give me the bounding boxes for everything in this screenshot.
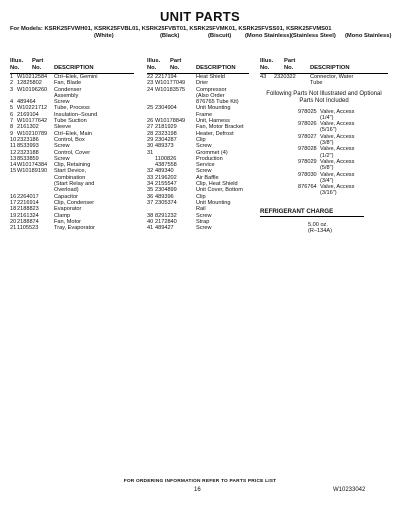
illus-number: 29: [147, 136, 154, 143]
header-part: Part: [284, 58, 296, 64]
illus-number: 26: [147, 118, 154, 125]
part-description: Unit, Harness: [196, 118, 230, 125]
part-number: 2304904: [155, 105, 177, 112]
part-description: Valve, Access: [320, 121, 355, 128]
parts-row: [260, 80, 388, 86]
part-description: Evaporator: [54, 206, 82, 213]
illus-number: 8: [10, 124, 14, 131]
part-number: 2169104: [17, 111, 39, 118]
part-description: Connector, Water: [310, 74, 354, 80]
header-part: Part: [32, 58, 44, 64]
part-number: 489427: [155, 225, 174, 232]
part-number: 978029: [298, 158, 317, 165]
variant-label: (Black): [160, 33, 180, 39]
header-illus: Illus.: [10, 58, 24, 64]
illus-number: 35: [147, 187, 154, 194]
part-description: Unit Mounting: [196, 199, 231, 206]
part-number: 1105523: [17, 225, 39, 232]
part-description: Clip, Condenser: [54, 199, 95, 206]
parts-column-1: [10, 58, 134, 231]
part-description: Tray, Evaporator: [54, 225, 96, 232]
part-description: Valve, Access: [320, 171, 355, 178]
part-description: Valve, Access: [320, 133, 355, 140]
part-number: W10210789: [17, 130, 48, 137]
part-description: Clip: [196, 136, 206, 143]
illus-number: 9: [10, 130, 14, 137]
parts-row: [10, 225, 134, 231]
header-illus: Illus.: [260, 58, 274, 64]
part-number: 978027: [298, 133, 317, 140]
illus-number: 38: [147, 212, 154, 219]
part-number: 2161302: [17, 124, 39, 131]
part-description: (3/16"): [320, 190, 337, 197]
part-number: 12825802: [17, 80, 42, 87]
illus-number: 18: [10, 206, 17, 213]
part-number: 2161324: [17, 212, 39, 219]
part-number: 2216914: [17, 199, 39, 206]
illus-number: 16: [10, 193, 17, 200]
parts-column-3: [260, 58, 388, 235]
part-description: Clip, Heat Shield: [196, 181, 238, 188]
part-number: 978028: [298, 146, 317, 153]
part-description: Heat Shield: [196, 74, 225, 80]
optional-parts-list: [260, 109, 388, 197]
part-description: Ctrl–Elek, Gemini: [54, 74, 98, 80]
part-description: Compressor: [196, 86, 227, 93]
part-description: Tube: [310, 80, 323, 87]
part-description: (5/16"): [320, 127, 337, 134]
parts-column-2: [147, 58, 249, 231]
part-number: 489396: [155, 193, 174, 200]
part-description: Unit Cover, Bottom: [196, 187, 243, 194]
illus-number: 14: [10, 162, 17, 169]
part-description: Grommet (4): [196, 149, 228, 156]
part-number: 2305374: [155, 199, 177, 206]
header-description: DESCRIPTION: [196, 65, 236, 71]
part-number: 4387558: [155, 162, 177, 169]
illus-number: 27: [147, 124, 154, 131]
header-illus: Illus.: [147, 58, 161, 64]
illus-number: 43: [260, 74, 267, 80]
part-description: Service: [196, 162, 215, 169]
part-number: 2323198: [155, 130, 177, 137]
illus-number: 22: [147, 74, 154, 80]
part-description: Screw: [196, 143, 212, 150]
part-number: 978030: [298, 171, 317, 178]
part-description: Fan, Motor: [54, 218, 82, 225]
part-description: Assembly: [54, 92, 79, 99]
part-number: W10183575: [155, 86, 186, 93]
part-description: (Also Order: [196, 92, 225, 99]
part-description: (3/4"): [320, 177, 334, 184]
illus-number: 34: [147, 181, 154, 188]
part-number: W10178849: [155, 118, 186, 125]
part-number: 489464: [17, 99, 36, 106]
illus-number: 3: [10, 86, 14, 93]
part-description: Sleeve: [54, 124, 72, 131]
part-description: Valve, Access: [320, 108, 355, 115]
illus-number: 1: [10, 74, 14, 80]
illus-number: 41: [147, 225, 154, 232]
refrigerant-type: (R–134A): [308, 228, 332, 235]
part-description: Screw: [54, 143, 70, 150]
part-number: 2304899: [155, 187, 177, 194]
part-number: W10221712: [17, 105, 48, 112]
document-number: W10233042: [333, 487, 366, 493]
header-part-no: No.: [284, 65, 294, 71]
part-description: Screw: [196, 212, 212, 219]
header-part-no: No.: [32, 65, 42, 71]
part-description: Overload): [54, 187, 79, 194]
part-number: 489340: [155, 168, 174, 175]
part-description: Combination: [54, 174, 86, 181]
illus-number: 24: [147, 86, 154, 93]
part-description: (5/8"): [320, 165, 334, 172]
illus-number: 32: [147, 168, 154, 175]
part-number: W10174384: [17, 162, 48, 169]
part-description: Tube, Process: [54, 105, 90, 112]
part-description: Insulation–Sound: [54, 111, 98, 118]
part-number: 2188874: [17, 218, 39, 225]
part-description: Ctrl–Elek, Main: [54, 130, 92, 137]
illus-number: 2: [10, 80, 14, 87]
part-description: Strap: [196, 218, 210, 225]
part-description: Clip: [196, 193, 206, 200]
part-description: Control, Box: [54, 136, 85, 143]
parts-list: [147, 74, 249, 231]
illus-number: 4: [10, 99, 14, 106]
part-description: Start Device,: [54, 168, 87, 175]
part-number: 8533993: [17, 143, 39, 150]
part-description: Production: [196, 155, 223, 162]
parts-row: [260, 190, 388, 196]
header-description: DESCRIPTION: [310, 65, 350, 71]
parts-list: [10, 74, 134, 231]
column-header: [260, 58, 388, 74]
variant-label: (Stainless Steel): [291, 33, 336, 39]
part-number: W10177642: [17, 118, 48, 125]
part-description: Fan, Motor Bracket: [196, 124, 244, 131]
header-description: DESCRIPTION: [54, 65, 94, 71]
part-number: 489373: [155, 143, 174, 150]
part-description: Clip, Retaining: [54, 162, 91, 169]
part-description: Clamp: [54, 212, 71, 219]
illus-number: 12: [10, 149, 17, 156]
refrigerant-charge-value: [308, 222, 388, 235]
header-illus-no: No.: [10, 65, 20, 71]
part-number: 876764: [298, 184, 317, 191]
part-description: 876765 Tube Kit): [196, 99, 239, 106]
variant-label: (Biscuit): [208, 33, 232, 39]
illus-number: 7: [10, 118, 14, 125]
part-number: 2323186: [17, 136, 39, 143]
part-number: 2264017: [17, 193, 39, 200]
part-number: 2155547: [155, 181, 177, 188]
part-description: Fan, Blade: [54, 80, 82, 87]
models-line: For Models: KSRK25FVWH01, KSRK25FVBL01, KSRK25FVBT01, KSRK25FVMK01, KSRK25FVSS01, KSRK25FVMS01: [10, 26, 332, 32]
illus-number: 30: [147, 143, 154, 150]
part-number: 2217194: [155, 74, 177, 80]
header-part: Part: [170, 58, 182, 64]
part-description: Valve, Access: [320, 184, 355, 191]
illus-number: 33: [147, 174, 154, 181]
part-number: 978026: [298, 121, 317, 128]
part-description: Valve, Access: [320, 146, 355, 153]
illus-number: 21: [10, 225, 17, 232]
part-number: 2172840: [155, 218, 177, 225]
part-number: 2323188: [17, 149, 39, 156]
illus-number: 13: [10, 155, 17, 162]
illus-number: 36: [147, 193, 154, 200]
variant-label: (Mono Stainless): [245, 33, 292, 39]
part-description: Screw: [54, 99, 70, 106]
illus-number: 23: [147, 80, 154, 87]
variant-label: (Mono Stainless): [345, 33, 392, 39]
part-number: 2304287: [155, 136, 177, 143]
refrigerant-amount: 5.00 oz.: [308, 222, 328, 229]
page-number: 16: [194, 487, 201, 493]
part-description: (1/2"): [320, 152, 334, 159]
illus-number: 25: [147, 105, 154, 112]
optional-parts-note: Following Parts Not Illustrated and Optional Parts Not Included: [266, 90, 382, 104]
illus-number: 40: [147, 218, 154, 225]
part-description: Screw: [196, 225, 212, 232]
illus-number: 17: [10, 199, 17, 206]
illus-number: 5: [10, 105, 14, 112]
part-description: Valve, Access: [320, 158, 355, 165]
illus-number: 28: [147, 130, 154, 137]
column-header: [147, 58, 249, 74]
part-number: 2188823: [17, 206, 39, 213]
part-description: (Start Relay and: [54, 181, 95, 188]
part-description: Screw: [54, 155, 70, 162]
variant-label: (White): [94, 33, 114, 39]
page-title: UNIT PARTS: [159, 9, 241, 24]
parts-row: [147, 225, 249, 231]
part-description: (3/8"): [320, 140, 334, 147]
refrigerant-charge-title: REFRIGERANT CHARGE: [260, 209, 364, 217]
part-number: W10196260: [17, 86, 48, 93]
part-description: Tube Suction: [54, 118, 87, 125]
header-part-no: No.: [170, 65, 180, 71]
illus-number: 19: [10, 212, 17, 219]
part-description: Heater, Defrost: [196, 130, 234, 137]
part-number: 978025: [298, 108, 317, 115]
header-illus-no: No.: [260, 65, 270, 71]
part-number: 2196202: [155, 174, 177, 181]
parts-list: [260, 74, 388, 87]
illus-number: 11: [10, 143, 16, 150]
part-number: W10177049: [155, 80, 186, 87]
model-variants: [0, 33, 400, 41]
part-description: Air Baffle: [196, 174, 219, 181]
ordering-info-footer: FOR ORDERING INFORMATION REFER TO PARTS PRICE LIST: [123, 479, 277, 484]
illus-number: 37: [147, 199, 154, 206]
part-number: W10189190: [17, 168, 48, 175]
part-description: Capacitor: [54, 193, 78, 200]
part-number: 2320322: [274, 74, 296, 80]
part-number: 8291232: [155, 212, 177, 219]
part-description: Rail: [196, 206, 206, 213]
part-description: Control, Cover: [54, 149, 91, 156]
illus-number: 6: [10, 111, 14, 118]
part-description: (1/4"): [320, 114, 334, 121]
part-description: Screw: [196, 168, 212, 175]
part-number: 2181929: [155, 124, 177, 131]
part-number: 8533859: [17, 155, 39, 162]
part-description: Unit Mounting: [196, 105, 231, 112]
illus-number: 15: [10, 168, 17, 175]
column-header: [10, 58, 134, 74]
header-illus-no: No.: [147, 65, 157, 71]
part-description: Condenser: [54, 86, 82, 93]
part-number: 1100826: [155, 155, 177, 162]
part-description: Frame: [196, 111, 213, 118]
illus-number: 31: [147, 149, 154, 156]
illus-number: 10: [10, 136, 17, 143]
part-number: W10212584: [17, 74, 48, 80]
part-description: Drier: [196, 80, 209, 87]
illus-number: 20: [10, 218, 17, 225]
